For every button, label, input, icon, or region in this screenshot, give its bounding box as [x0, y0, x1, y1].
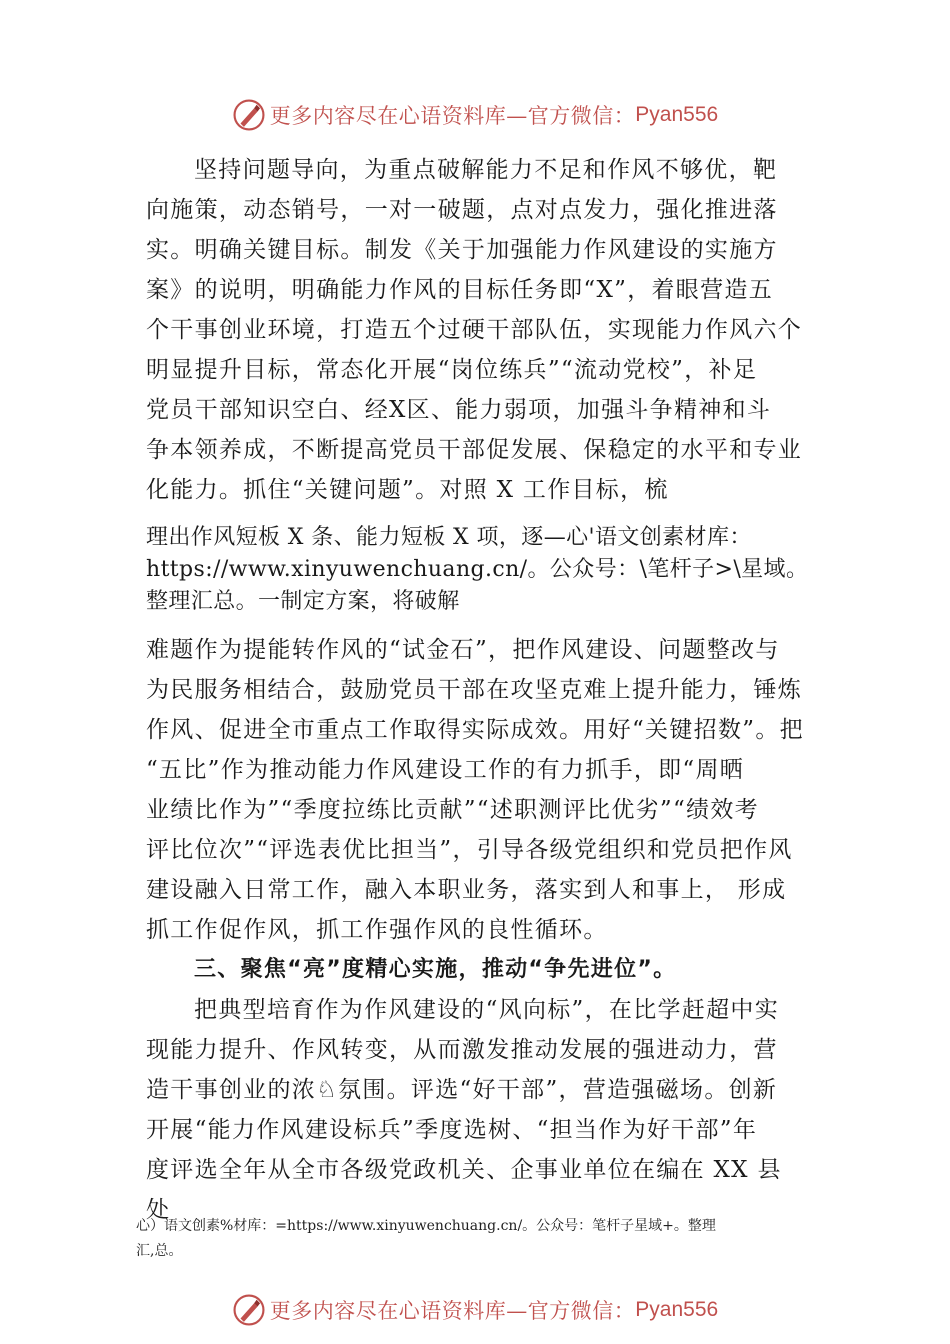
paragraph-line: 现能力提升、作风转变，从而激发推动发展的强进动力，营: [146, 1037, 778, 1063]
paragraph-line: 抓工作促作风，抓工作强作风的良性循环。: [146, 917, 608, 943]
section-heading: 三、聚焦“亮”度精心实施，推动“争先进位”。: [194, 957, 677, 982]
watermark-handle: Pyan556: [635, 1298, 719, 1321]
paragraph-line: https://www.xinyuwenchuang.cn/。公众号：\笔杆子>\星域。: [146, 557, 809, 582]
paragraph-line: 造干事创业的浓♘氛围。评选“好干部”，营造强磁场。创新: [146, 1077, 778, 1103]
paragraph-line: 争本领养成，不断提高党员干部促发展、保稳定的水平和专业: [146, 437, 803, 463]
watermark-header: [0, 95, 950, 135]
paragraph-line: 处: [146, 1197, 171, 1223]
paragraph-line: 作风、促进全市重点工作取得实际成效。用好“关键招数”。把: [146, 717, 804, 743]
paragraph-line: 难题作为提能转作风的“试金石”，把作风建设、问题整改与: [146, 637, 780, 663]
footnote-line: 心）语文创素%材库：=https://www.xinyuwenchuang.cn/。公众号：笔杆子星域+。整理: [136, 1218, 716, 1234]
paragraph-line: 理出作风短板 X 条、能力短板 X 项，逐—心'语文创素材库：: [146, 525, 752, 550]
watermark-footer: [0, 1290, 950, 1330]
footnote-line: 汇,总。: [136, 1243, 183, 1259]
paragraph-line: 建设融入日常工作，融入本职业务，落实到人和事上， 形成: [146, 877, 787, 903]
watermark-text: 更多内容尽在心语资料库—官方微信：: [269, 1299, 636, 1323]
paragraph-line: 度评选全年从全市各级党政机关、企事业单位在编在 XX 县: [146, 1157, 782, 1183]
paragraph-line: 评比位次”“评选表优比担当”，引导各级党组织和党员把作风: [146, 837, 793, 863]
paragraph-line: 案》的说明，明确能力作风的目标任务即“X”，着眼营造五: [146, 277, 773, 303]
paragraph-line: 个干事创业环境，打造五个过硬干部队伍，实现能力作风六个: [146, 317, 803, 343]
document-body: [146, 150, 846, 1230]
paragraph-line: 整理汇总。一制定方案，将破解: [146, 589, 460, 614]
footnote: [136, 1214, 836, 1264]
paragraph-line: 为民服务相结合，鼓励党员干部在攻坚克难上提升能力，锤炼: [146, 677, 803, 703]
pen-logo-icon: [232, 1293, 266, 1327]
paragraph-line: 明显提升目标，常态化开展“岗位练兵”“流动党校”，补足: [146, 357, 758, 383]
paragraph-line: 把典型培育作为作风建设的“风向标”，在比学赶超中实: [194, 997, 780, 1023]
watermark-handle: Pyan556: [635, 103, 719, 126]
paragraph-line: 向施策，动态销号，一对一破题，点对点发力，强化推进落: [146, 197, 778, 223]
pen-logo-icon: [232, 98, 266, 132]
paragraph-line: 业绩比作为”“季度拉练比贡献”“述职测评比优劣”“绩效考: [146, 797, 759, 823]
paragraph-line: 坚持问题导向，为重点破解能力不足和作风不够优，靶: [194, 157, 778, 183]
watermark-text: 更多内容尽在心语资料库—官方微信：: [269, 104, 636, 128]
paragraph-line: 开展“能力作风建设标兵”季度选树、“担当作为好干部”年: [146, 1117, 758, 1143]
paragraph-line: “五比”作为推动能力作风建设工作的有力抓手，即“周晒: [146, 757, 745, 783]
paragraph-line: 实。明确关键目标。制发《关于加强能力作风建设的实施方: [146, 237, 778, 263]
paragraph-line: 党员干部知识空白、经X区、能力弱项，加强斗争精神和斗: [146, 397, 772, 423]
paragraph-line: 化能力。抓住“关键问题”。对照 X 工作目标，梳: [146, 477, 669, 503]
